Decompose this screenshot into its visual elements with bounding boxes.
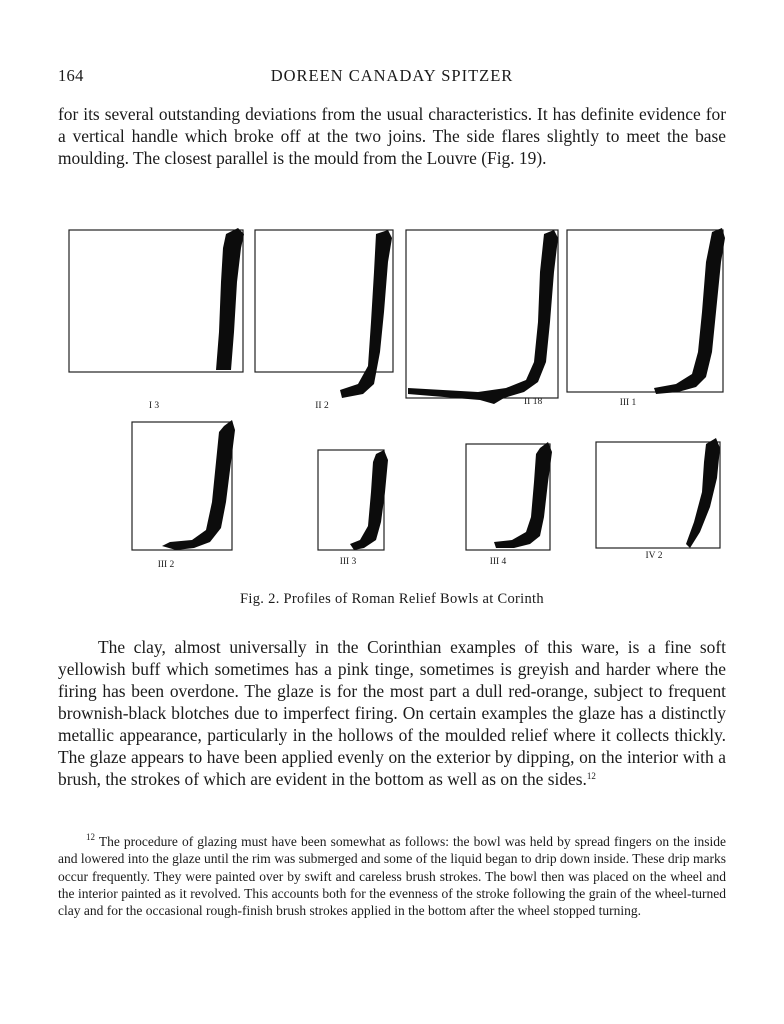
page-number: 164 xyxy=(58,66,84,85)
profile-ii18 xyxy=(406,230,558,407)
intro-paragraph: for its several outstanding deviations from the usual characteristics. It has definite evidence for a vertical handle which broke off at the two joins. The side flares slightly to meet the base moulding. The closest parallel is the mould from the Louvre (Fig. 19). xyxy=(58,104,726,168)
profile-ii2 xyxy=(255,230,393,411)
profile-label: III 1 xyxy=(619,398,637,408)
profile-section xyxy=(654,228,725,394)
body-paragraph xyxy=(58,636,726,790)
profile-label: III 3 xyxy=(339,557,357,567)
profile-section xyxy=(340,230,392,398)
profile-section xyxy=(408,230,558,404)
profile-label: III 2 xyxy=(157,560,175,570)
profile-iv2 xyxy=(596,438,720,561)
profile-iii2 xyxy=(132,420,235,570)
profiles-figure xyxy=(58,222,726,582)
profile-label: I 3 xyxy=(148,401,160,411)
profile-iii4 xyxy=(466,442,552,567)
profile-section xyxy=(686,438,720,548)
footnote-reference: 12 xyxy=(586,771,596,781)
body-text: The clay, almost universally in the Corinthian examples of this ware, is a fine soft yellowish buff which sometimes has a pink tinge, sometimes is greyish and harder where the firing has been overdone. The glaze is for the most part a dull red-orange, subject to frequent brownish-black blotches due to imperfect firing. On certain examples the glaze has a distinctly metallic appearance, particularly in the hollows of the moulded relief where it collects thickly. The glaze appears to have been applied evenly on the exterior by dipping, on the interior with a brush, the strokes of which are evident in the bottom as well as on the sides. xyxy=(58,637,726,789)
profile-iii3 xyxy=(318,450,388,567)
footnote xyxy=(58,833,726,919)
page-header xyxy=(58,66,726,90)
profile-i3 xyxy=(69,228,244,411)
running-head: DOREEN CANADAY SPITZER xyxy=(270,66,514,85)
profile-label: II 18 xyxy=(524,397,543,407)
footnote-number: 12 xyxy=(86,832,95,842)
profile-frame xyxy=(69,230,243,372)
profile-section xyxy=(162,420,235,550)
figure-caption: Fig. 2. Profiles of Roman Relief Bowls at Corinth xyxy=(240,591,544,607)
profile-section xyxy=(216,228,244,370)
profile-label: III 4 xyxy=(489,557,507,567)
profile-label: II 2 xyxy=(315,401,329,411)
profile-iii1 xyxy=(567,228,725,408)
figure xyxy=(58,222,726,582)
profile-section xyxy=(350,450,388,550)
profile-label: IV 2 xyxy=(645,551,663,561)
footnote-text: The procedure of glazing must have been somewhat as follows: the bowl was held by spread fingers on the inside and lowered into the glaze until the rim was submerged and some of the liquid began to drip down inside. These drip marks occur frequently. They were painted over by swift and careless brush strokes. The bowl then was placed on the wheel and the interior painted as it revolved. This accounts both for the evenness of the stroke following the grain of the wheel-turned clay and for the occasional rough-finish brush strokes applied in the bottom after the wheel stopped turning. xyxy=(58,834,726,919)
profile-section xyxy=(494,442,552,548)
